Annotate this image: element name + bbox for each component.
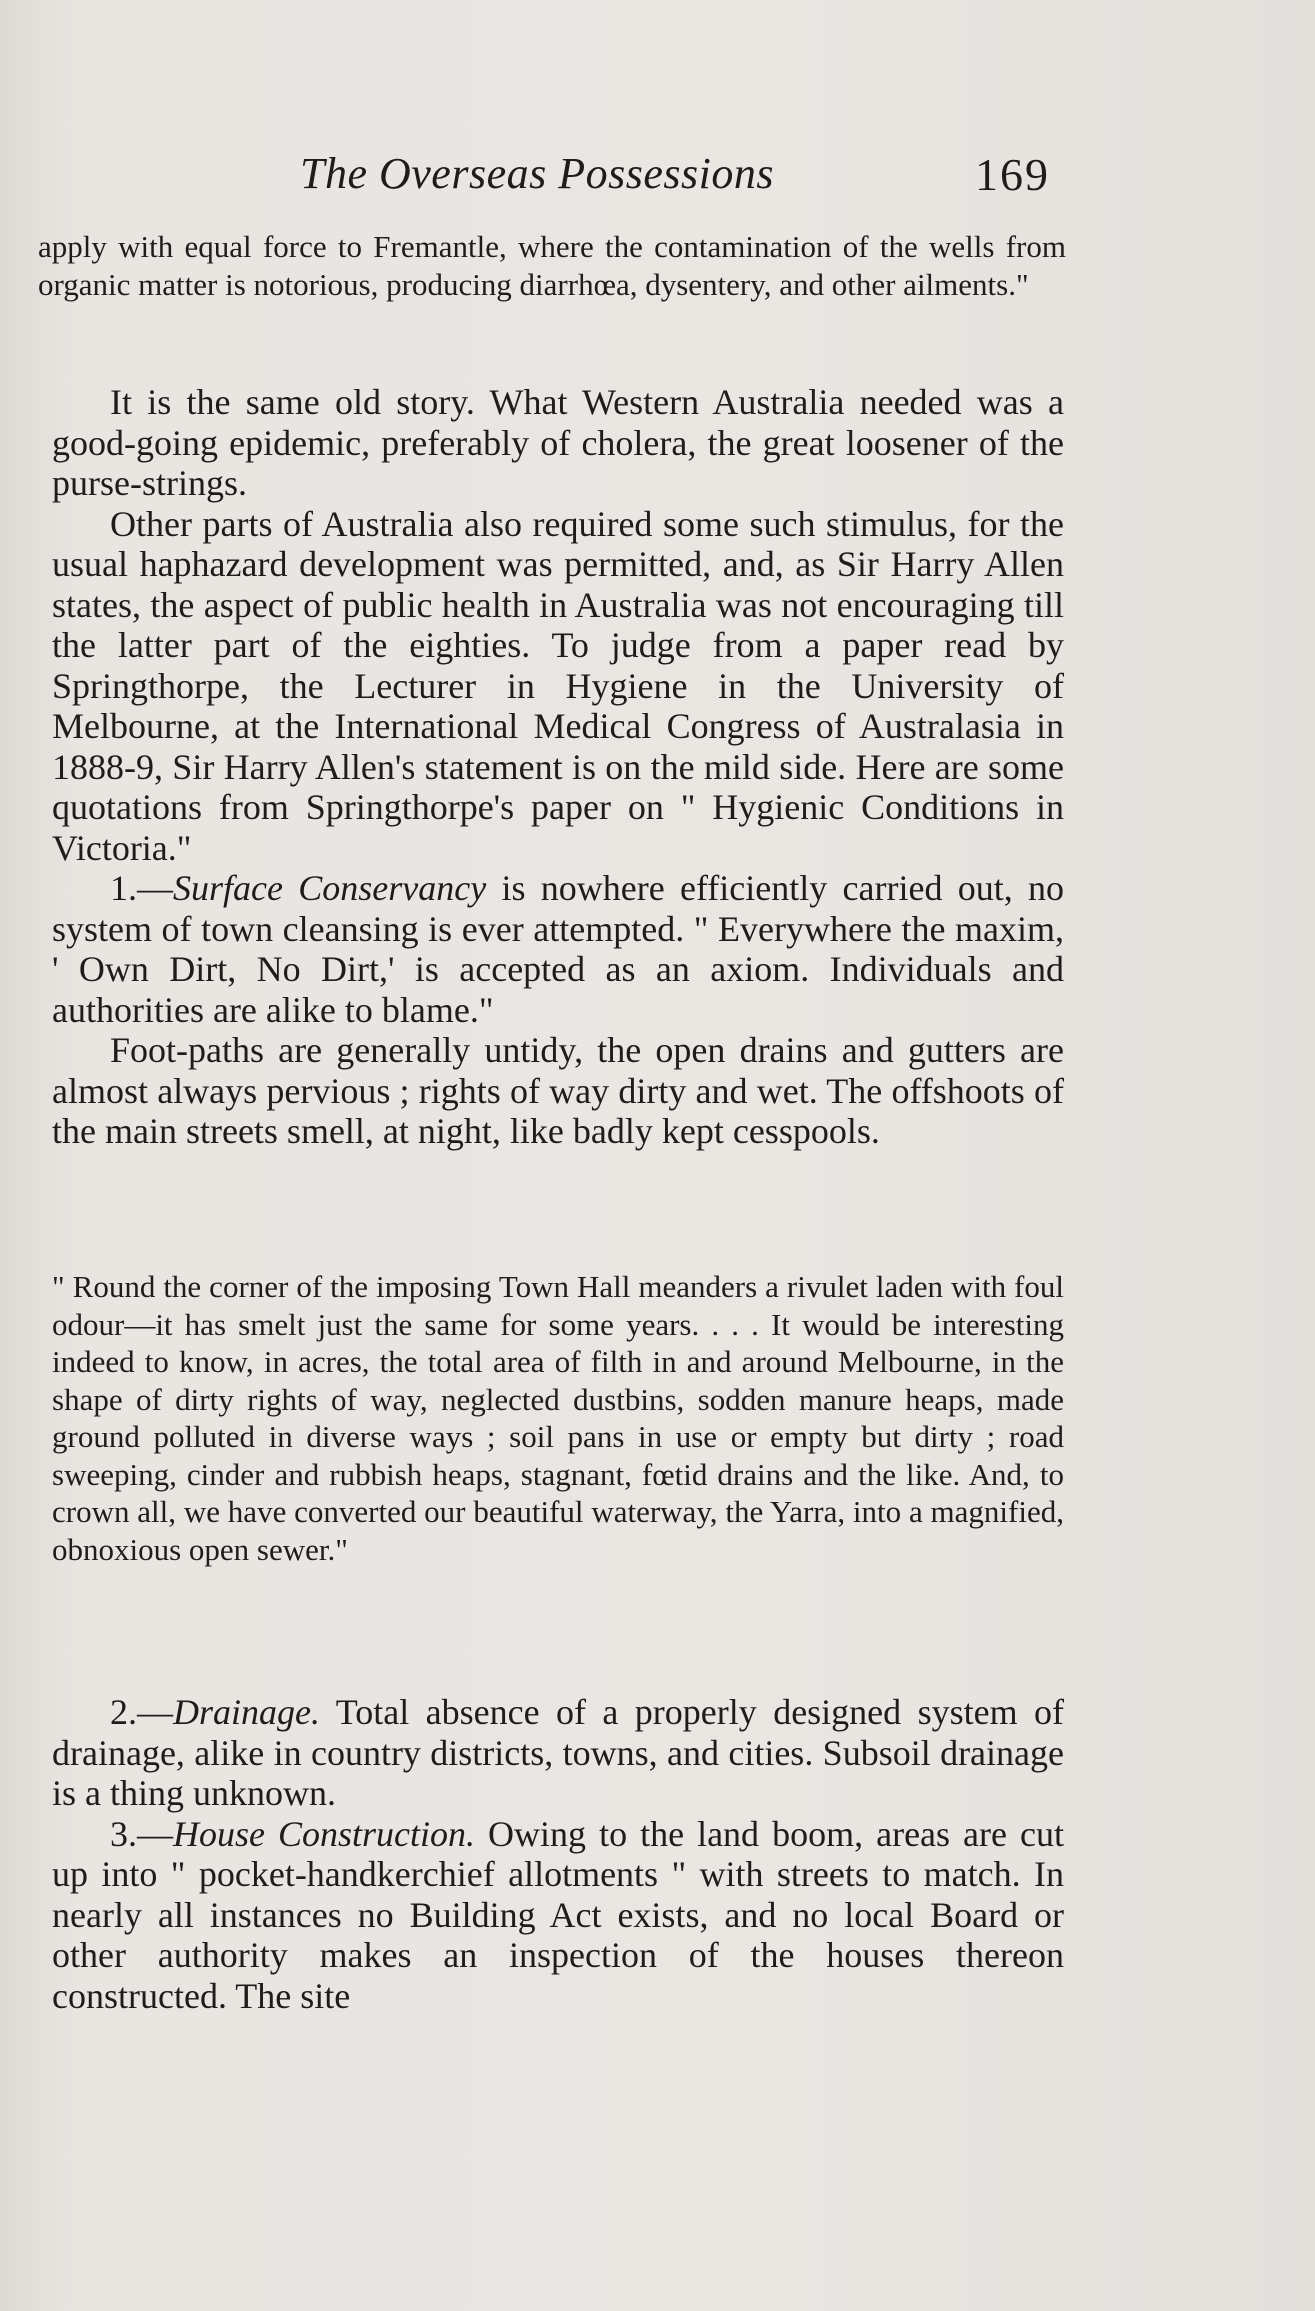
paragraph-surface-conservancy xyxy=(52,868,1064,1030)
item-number: 1.— xyxy=(110,868,173,908)
paragraph-old-story: It is the same old story. What Western Australia needed was a good-going epidemic, preferably of cholera, the great loosener of the purse-strings. xyxy=(52,382,1064,503)
running-title: The Overseas Possessions xyxy=(300,149,774,198)
paragraph-foot-paths: Foot-paths are generally untidy, the open drains and gutters are almost always pervious ; rights of way dirty and wet. The offshoots of the main streets smell, at night, like badly kept cesspools. xyxy=(52,1030,1064,1151)
opening-quotation xyxy=(38,228,1066,303)
paragraph-drainage xyxy=(52,1692,1064,1814)
main-text-section-1 xyxy=(52,382,1064,1152)
paragraph-other-parts: Other parts of Australia also required some such stimulus, for the usual haphazard development was permitted, and, as Sir Harry Allen states, the aspect of public health in Australia was not encouraging till the latter part of the eighties. To judge from a paper read by Springthorpe, the Lecturer in Hygiene in the University of Melbourne, at the International Medical Congress of Australasia in 1888-9, Sir Harry Allen's statement is on the mild side. Here are some quotations from Springthorpe's paper on " Hygienic Conditions in Victoria." xyxy=(52,503,1064,868)
item-text: is nowhere efficiently carried out, no system of town cleansing is ever attempted. " Everywhere the maxim, ' Own Dirt, No Dirt,' is accepted as an axiom. Individuals and authorities are alike to blame." xyxy=(52,868,1065,1030)
paragraph-house-construction xyxy=(52,1814,1064,2017)
town-hall-quotation-text: " Round the corner of the imposing Town Hall meanders a rivulet laden with foul odour—it has smelt just the same for some years. . . . It would be interesting indeed to know, in acres, the total area of filth in and around Melbourne, in the shape of dirty rights of way, neglected dustbins, sodden manure heaps, made ground polluted in diverse ways ; soil pans in use or empty but dirty ; road sweeping, cinder and rubbish heaps, stagnant, fœtid drains and the like. And, to crown all, we have converted our beautiful waterway, the Yarra, into a magnified, obnoxious open sewer." xyxy=(52,1269,1064,1567)
item-text: Owing to the land boom, areas are cut up into " pocket-handkerchief allotments " with streets to match. In nearly all instances no Building Act exists, and no local Board or other authority makes an inspection of the houses thereon constructed. The site xyxy=(52,1813,1064,2016)
opening-quotation-text: apply with equal force to Fremantle, where the contamination of the wells from organic matter is notorious, producing diarrhœa, dysentery, and other ailments." xyxy=(38,229,1066,302)
item-number: 3.— xyxy=(110,1813,173,1854)
item-text: Total absence of a properly designed system of drainage, alike in country districts, towns, and cities. Subsoil drainage is a thing unknown. xyxy=(52,1692,1064,1813)
item-heading: Surface Conservancy xyxy=(173,868,487,908)
item-heading: House Construction. xyxy=(173,1813,476,1854)
item-number: 2.— xyxy=(110,1692,173,1732)
item-heading: Drainage. xyxy=(173,1692,320,1732)
page-number: 169 xyxy=(975,149,1050,200)
main-text-section-2 xyxy=(52,1692,1064,2016)
page-header xyxy=(300,148,1060,208)
town-hall-quotation xyxy=(52,1268,1064,1568)
